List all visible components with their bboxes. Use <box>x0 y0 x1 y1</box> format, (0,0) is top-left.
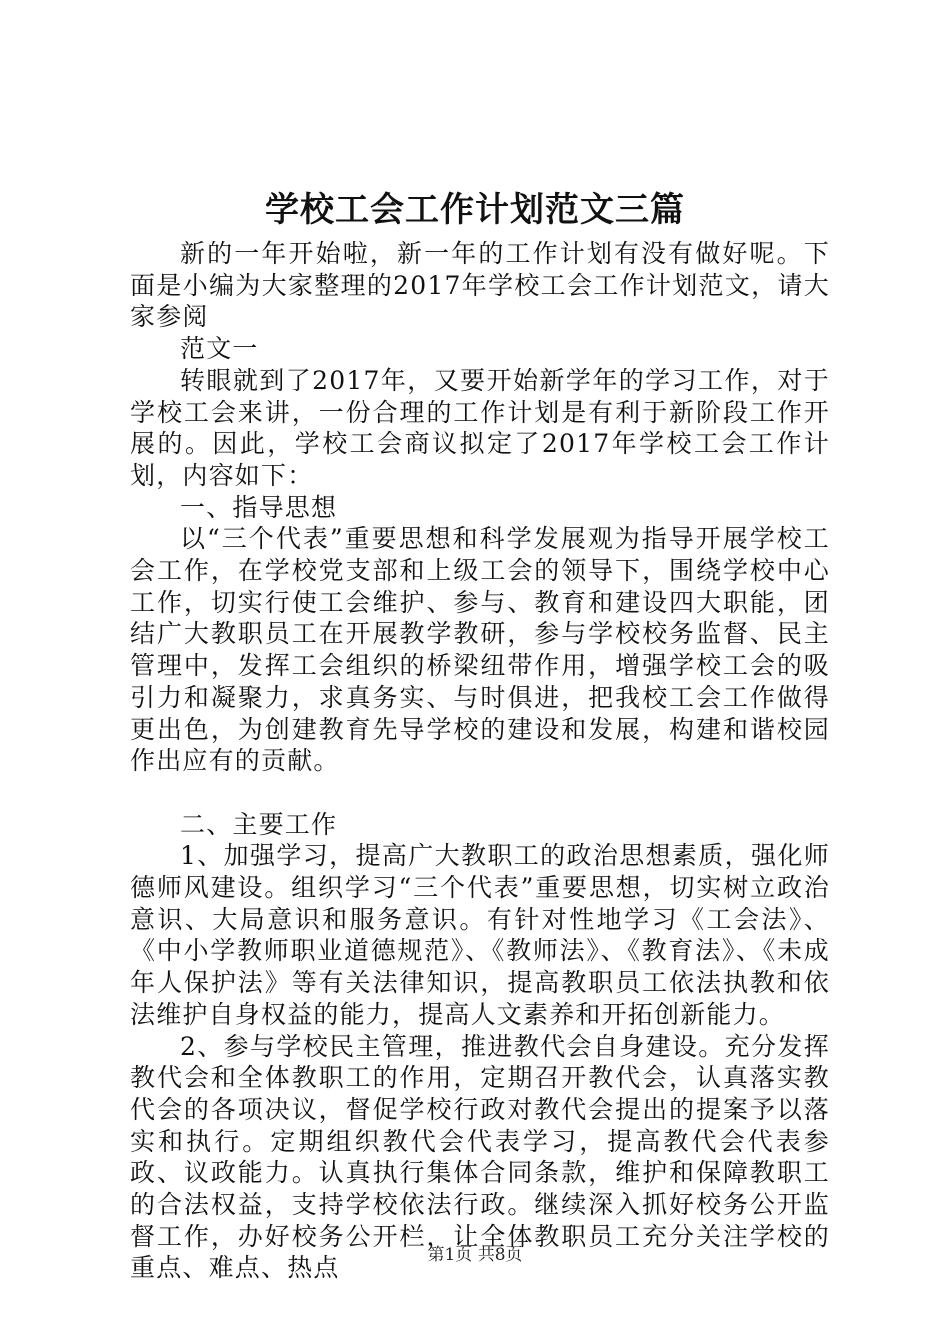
document-body <box>130 238 830 1284</box>
document-title: 学校工会工作计划范文三篇 <box>265 190 685 230</box>
main-work-item-2: 2、参与学校民主管理，推进教代会自身建设。充分发挥教代会和全体教职工的作用，定期召开教代会，认真落实教代会的各项决议，督促学校行政对教代会提出的提案予以落实和执行。定期组织教代会代表学习，提高教代会代表参政、议政能力。认真执行集体合同条款，维护和保障教职工的合法权益，支持学校依法行政。继续深入抓好校务公开监督工作，办好校务公开栏，让全体教职员工充分关注学校的重点、难点、热点 <box>130 1031 830 1283</box>
page-number-footer: 第1页 共8页 <box>427 1245 523 1265</box>
heading-guiding-ideology: 一、指导思想 <box>180 492 338 522</box>
guiding-ideology-paragraph: 以“三个代表”重要思想和科学发展观为指导开展学校工会工作，在学校党支部和上级工会的领导下，围绕学校中心工作，切实行使工会维护、参与、教育和建设四大职能，团结广大教职员工在开展教学教研，参与学校校务监督、民主管理中，发挥工会组织的桥梁纽带作用，增强学校工会的吸引力和凝聚力，求真务实、与时俱进，把我校工会工作做得更出色，为创建教育先导学校的建设和发展，构建和谐校园作出应有的贡献。 <box>130 524 830 776</box>
opening-paragraph: 转眼就到了2017年，又要开始新学年的学习工作，对于学校工会来讲，一份合理的工作计划是有利于新阶段工作开展的。因此，学校工会商议拟定了2017年学校工会工作计划，内容如下： <box>130 365 830 490</box>
heading-main-work: 二、主要工作 <box>180 809 338 839</box>
section-label-sample-one: 范文一 <box>180 334 259 364</box>
main-work-item-1: 1、加强学习，提高广大教职工的政治思想素质，强化师德师风建设。组织学习“三个代表”重要思想，切实树立政治意识、大局意识和服务意识。有针对性地学习《工会法》、《中小学教师职业道德规范》、《教师法》、《教育法》、《未成年人保护法》等有关法律知识，提高教职员工依法执教和依法维护自身权益的能力，提高人文素养和开拓创新能力。 <box>130 841 830 1029</box>
intro-paragraph: 新的一年开始啦，新一年的工作计划有没有做好呢。下面是小编为大家整理的2017年学校工会工作计划范文，请大家参阅 <box>130 239 830 332</box>
